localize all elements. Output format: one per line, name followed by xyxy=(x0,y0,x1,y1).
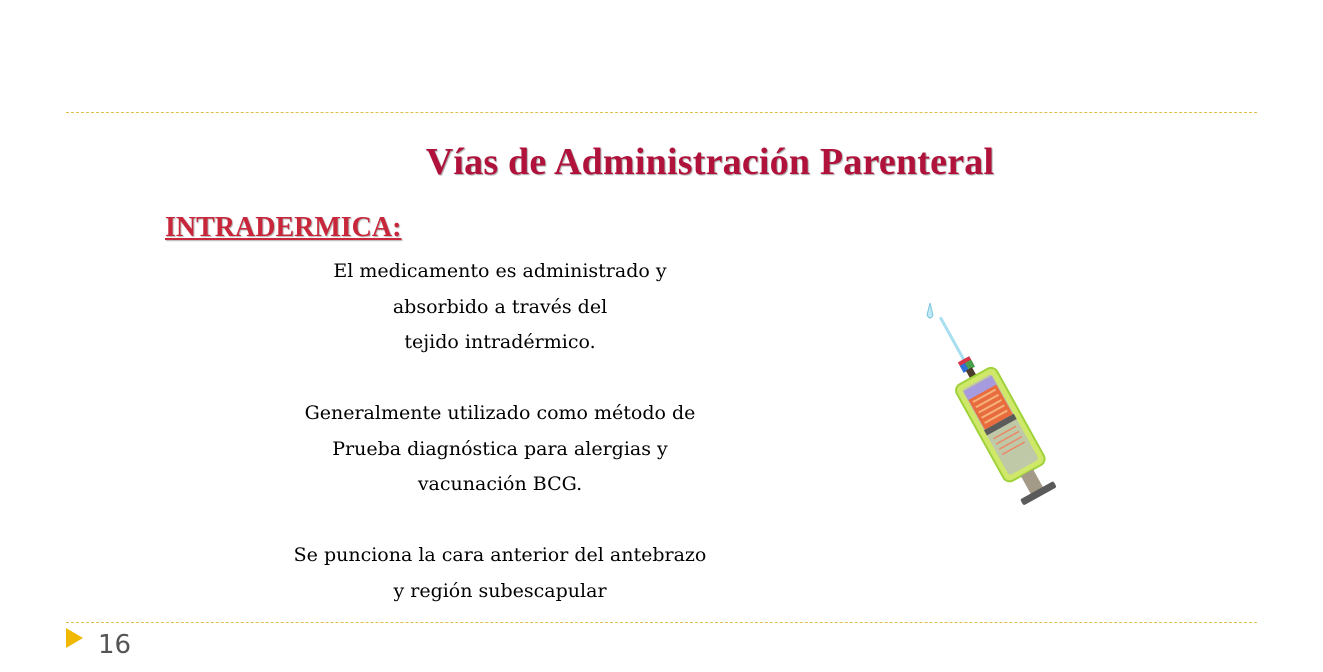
body-line: y región subescapular xyxy=(393,579,607,602)
body-line: absorbido a través del xyxy=(392,295,608,318)
top-divider xyxy=(66,112,1257,113)
body-line-blank xyxy=(240,503,760,539)
body-line-blank xyxy=(240,361,760,397)
body-line: El medicamento es administrado y xyxy=(333,260,667,282)
section-heading: INTRADERMICA: xyxy=(165,212,402,243)
body-line: Se punciona la cara anterior del antebrazo xyxy=(293,544,707,566)
body-line: tejido intradérmico. xyxy=(404,331,596,353)
page-number: 16 xyxy=(98,630,132,660)
slide-title: Vías de Administración Parenteral xyxy=(425,141,995,183)
syringe-icon xyxy=(900,295,1100,520)
bottom-divider xyxy=(66,622,1257,623)
body-line: Prueba diagnóstica para alergias y xyxy=(332,437,668,460)
body-line: Generalmente utilizado como método de xyxy=(304,402,696,424)
page-marker-triangle-icon xyxy=(66,628,83,648)
slide-body xyxy=(240,254,760,609)
body-line: vacunación BCG. xyxy=(417,473,583,495)
